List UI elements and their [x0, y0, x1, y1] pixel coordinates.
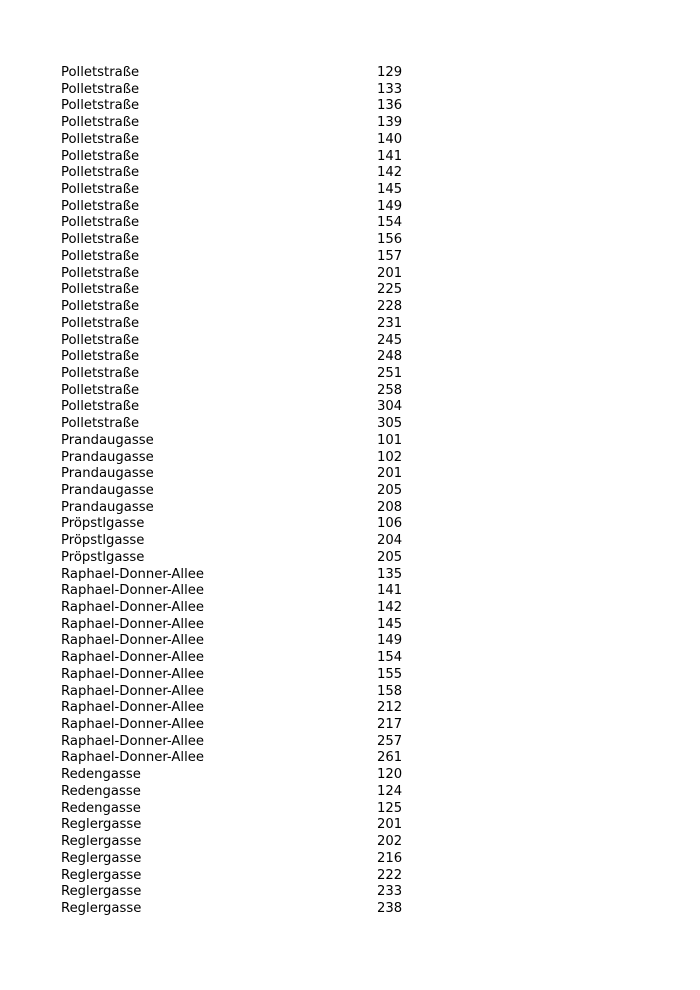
street-name-cell: Prandaugasse	[61, 432, 154, 448]
table-row	[61, 750, 437, 767]
house-number-cell: 139	[377, 115, 403, 131]
street-name-cell: Polletstraße	[61, 215, 140, 231]
street-name-cell: Raphael-Donner-Allee	[61, 566, 204, 582]
street-name-cell: Raphael-Donner-Allee	[61, 650, 204, 666]
house-number-cell: 201	[377, 265, 403, 281]
house-number-cell: 212	[377, 700, 403, 716]
house-number-cell: 205	[377, 549, 403, 565]
table-row	[61, 567, 437, 584]
street-name-cell: Polletstraße	[61, 81, 140, 97]
table-row	[61, 667, 437, 684]
house-number-cell: 217	[377, 717, 403, 733]
street-name-cell: Polletstraße	[61, 131, 140, 147]
table-row	[61, 115, 437, 132]
table-row	[61, 516, 437, 533]
house-number-cell: 145	[377, 616, 403, 632]
house-number-cell: 261	[377, 750, 403, 766]
street-name-cell: Polletstraße	[61, 148, 140, 164]
street-name-cell: Raphael-Donner-Allee	[61, 666, 204, 682]
table-row	[61, 483, 437, 500]
table-row	[61, 466, 437, 483]
street-name-cell: Reglergasse	[61, 867, 142, 883]
street-name-cell: Polletstraße	[61, 98, 140, 114]
street-name-cell: Prandaugasse	[61, 466, 154, 482]
house-number-cell: 251	[377, 365, 403, 381]
street-name-cell: Polletstraße	[61, 332, 140, 348]
table-row	[61, 199, 437, 216]
street-name-cell: Prandaugasse	[61, 499, 154, 515]
table-row	[61, 717, 437, 734]
house-number-cell: 304	[377, 399, 403, 415]
house-number-cell: 142	[377, 600, 403, 615]
house-number-cell: 231	[377, 315, 403, 331]
house-number-cell: 124	[377, 783, 403, 799]
table-row	[61, 266, 437, 283]
house-number-cell: 202	[377, 834, 403, 850]
house-number-cell: 225	[377, 282, 403, 298]
street-name-cell: Raphael-Donner-Allee	[61, 583, 204, 599]
street-name-cell: Prandaugasse	[61, 482, 154, 498]
house-number-cell: 149	[377, 198, 403, 214]
street-name-cell: Pröpstlgasse	[61, 549, 145, 565]
street-name-cell: Polletstraße	[61, 399, 140, 415]
street-name-cell: Raphael-Donner-Allee	[61, 600, 204, 615]
street-name-cell: Raphael-Donner-Allee	[61, 633, 204, 649]
table-row	[61, 450, 437, 467]
street-name-cell: Prandaugasse	[61, 449, 154, 465]
table-row	[61, 700, 437, 717]
house-number-cell: 154	[377, 215, 403, 231]
table-row	[61, 333, 437, 350]
house-number-cell: 245	[377, 332, 403, 348]
table-row	[61, 734, 437, 751]
house-number-cell: 158	[377, 683, 403, 699]
house-number-cell: 201	[377, 817, 403, 833]
table-row	[61, 149, 437, 166]
table-row	[61, 583, 437, 600]
house-number-cell: 205	[377, 482, 403, 498]
street-name-cell: Polletstraße	[61, 182, 140, 198]
street-name-cell: Polletstraße	[61, 365, 140, 381]
table-row	[61, 249, 437, 266]
house-number-cell: 208	[377, 499, 403, 515]
street-name-cell: Reglergasse	[61, 850, 142, 866]
street-name-cell: Redengasse	[61, 783, 141, 799]
street-name-cell: Reglergasse	[61, 900, 142, 916]
house-number-cell: 238	[377, 900, 403, 916]
table-row	[61, 399, 437, 416]
table-row	[61, 366, 437, 383]
table-row	[61, 617, 437, 634]
house-number-cell: 156	[377, 232, 403, 248]
table-row	[61, 834, 437, 851]
table-row	[61, 851, 437, 868]
house-number-cell: 257	[377, 733, 403, 749]
table-row	[61, 533, 437, 550]
house-number-cell: 233	[377, 884, 403, 900]
house-number-cell: 204	[377, 533, 403, 549]
street-name-cell: Reglergasse	[61, 817, 142, 833]
street-name-cell: Redengasse	[61, 767, 141, 783]
table-row	[61, 433, 437, 450]
table-row	[61, 65, 437, 82]
house-number-cell: 101	[377, 432, 403, 448]
street-name-cell: Reglergasse	[61, 834, 142, 850]
street-name-cell: Polletstraße	[61, 416, 140, 432]
address-rows	[61, 65, 437, 918]
house-number-cell: 129	[377, 65, 403, 80]
table-row	[61, 316, 437, 333]
table-row	[61, 633, 437, 650]
table-row	[61, 282, 437, 299]
table-row	[61, 784, 437, 801]
street-name-cell: Polletstraße	[61, 165, 140, 181]
street-name-cell: Reglergasse	[61, 884, 142, 900]
street-name-cell: Polletstraße	[61, 315, 140, 331]
table-row	[61, 182, 437, 199]
house-number-cell: 133	[377, 81, 403, 97]
house-number-cell: 125	[377, 800, 403, 816]
table-row	[61, 801, 437, 818]
house-number-cell: 140	[377, 131, 403, 147]
street-name-cell: Polletstraße	[61, 382, 140, 398]
table-row	[61, 165, 437, 182]
street-name-cell: Polletstraße	[61, 248, 140, 264]
street-name-cell: Polletstraße	[61, 232, 140, 248]
table-row	[61, 82, 437, 99]
table-row	[61, 868, 437, 885]
street-name-cell: Raphael-Donner-Allee	[61, 700, 204, 716]
table-row	[61, 550, 437, 567]
street-name-cell: Polletstraße	[61, 282, 140, 298]
house-number-cell: 157	[377, 248, 403, 264]
street-name-cell: Raphael-Donner-Allee	[61, 717, 204, 733]
street-name-cell: Raphael-Donner-Allee	[61, 683, 204, 699]
street-name-cell: Polletstraße	[61, 198, 140, 214]
street-name-cell: Raphael-Donner-Allee	[61, 750, 204, 766]
house-number-cell: 142	[377, 165, 403, 181]
house-number-cell: 141	[377, 583, 403, 599]
table-row	[61, 817, 437, 834]
house-number-cell: 106	[377, 516, 403, 532]
street-name-cell: Polletstraße	[61, 115, 140, 131]
table-row	[61, 901, 437, 918]
table-row	[61, 600, 437, 617]
table-row	[61, 650, 437, 667]
house-number-cell: 120	[377, 767, 403, 783]
table-row	[61, 383, 437, 400]
street-name-cell: Polletstraße	[61, 65, 140, 80]
table-row	[61, 884, 437, 901]
table-row	[61, 98, 437, 115]
house-number-cell: 155	[377, 666, 403, 682]
house-number-cell: 248	[377, 349, 403, 365]
house-number-cell: 145	[377, 182, 403, 198]
house-number-cell: 228	[377, 299, 403, 315]
table-row	[61, 767, 437, 784]
street-name-cell: Pröpstlgasse	[61, 533, 145, 549]
table-row	[61, 215, 437, 232]
street-name-cell: Polletstraße	[61, 299, 140, 315]
house-number-cell: 258	[377, 382, 403, 398]
street-name-cell: Polletstraße	[61, 265, 140, 281]
table-row	[61, 132, 437, 149]
table-row	[61, 349, 437, 366]
house-number-cell: 201	[377, 466, 403, 482]
table-row	[61, 299, 437, 316]
address-table	[61, 65, 437, 918]
street-name-cell: Raphael-Donner-Allee	[61, 616, 204, 632]
house-number-cell: 222	[377, 867, 403, 883]
house-number-cell: 305	[377, 416, 403, 432]
house-number-cell: 141	[377, 148, 403, 164]
street-name-cell: Pröpstlgasse	[61, 516, 145, 532]
table-row	[61, 684, 437, 701]
street-name-cell: Redengasse	[61, 800, 141, 816]
table-row	[61, 416, 437, 433]
house-number-cell: 154	[377, 650, 403, 666]
street-name-cell: Polletstraße	[61, 349, 140, 365]
table-row	[61, 232, 437, 249]
street-name-cell: Raphael-Donner-Allee	[61, 733, 204, 749]
house-number-cell: 216	[377, 850, 403, 866]
house-number-cell: 149	[377, 633, 403, 649]
house-number-cell: 102	[377, 449, 403, 465]
house-number-cell: 135	[377, 566, 403, 582]
house-number-cell: 136	[377, 98, 403, 114]
table-row	[61, 500, 437, 517]
